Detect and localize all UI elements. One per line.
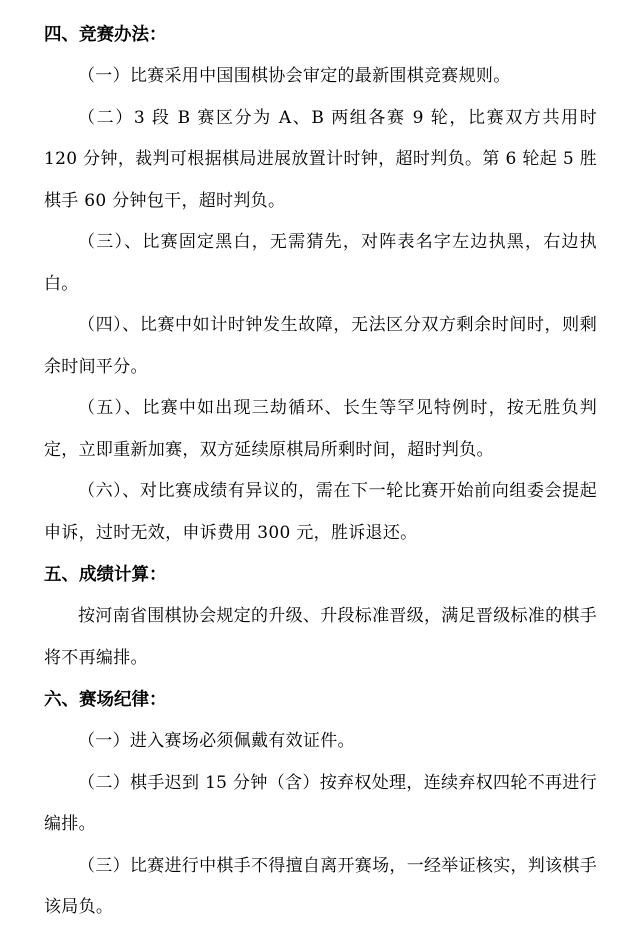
paragraph-fixed-colors: （三）、比赛固定黑白，无需猜先，对阵表名字左边执黑，右边执白。: [44, 232, 597, 294]
paragraph-appeals: （六）、对比赛成绩有异议的，需在下一轮比赛开始前向组委会提起申诉，过时无效，申诉费用 300 元，胜诉退还。: [44, 481, 597, 543]
paragraph-credentials: （一）进入赛场必须佩戴有效证件。: [78, 731, 355, 751]
paragraph-leaving-venue: （三）比赛进行中棋手不得擅自离开赛场，一经举证核实，判该棋手该局负。: [44, 855, 597, 917]
paragraph-late-arrival: （二）棋手迟到 15 分钟（含）按弃权处理，连续弃权四轮不再进行编排。: [44, 772, 597, 834]
paragraph-time-control: （二）3 段 B 赛区分为 A、B 两组各赛 9 轮，比赛双方共用时 120 分钟，裁判可根据棋局进展放置计时钟，超时判负。第 6 轮起 5 胜棋手 60 分钟包干，超时判负。: [44, 107, 597, 211]
section-heading-score-calculation: 五、成绩计算：: [44, 565, 167, 585]
paragraph-promotion: 按河南省围棋协会规定的升级、升段标准晋级，满足晋级标准的棋手将不再编排。: [44, 606, 597, 668]
section-heading-competition-method: 四、竞赛办法：: [44, 25, 167, 45]
paragraph-rules: （一）比赛采用中国围棋协会审定的最新围棋竞赛规则。: [78, 66, 511, 86]
section-heading-venue-discipline: 六、赛场纪律：: [44, 690, 167, 710]
paragraph-clock-failure: （四）、比赛中如计时钟发生故障，无法区分双方剩余时间时，则剩余时间平分。: [44, 315, 597, 377]
paragraph-special-cases: （五）、比赛中如出现三劫循环、长生等罕见特例时，按无胜负判定，立即重新加赛，双方延续原棋局所剩时间，超时判负。: [44, 398, 597, 460]
